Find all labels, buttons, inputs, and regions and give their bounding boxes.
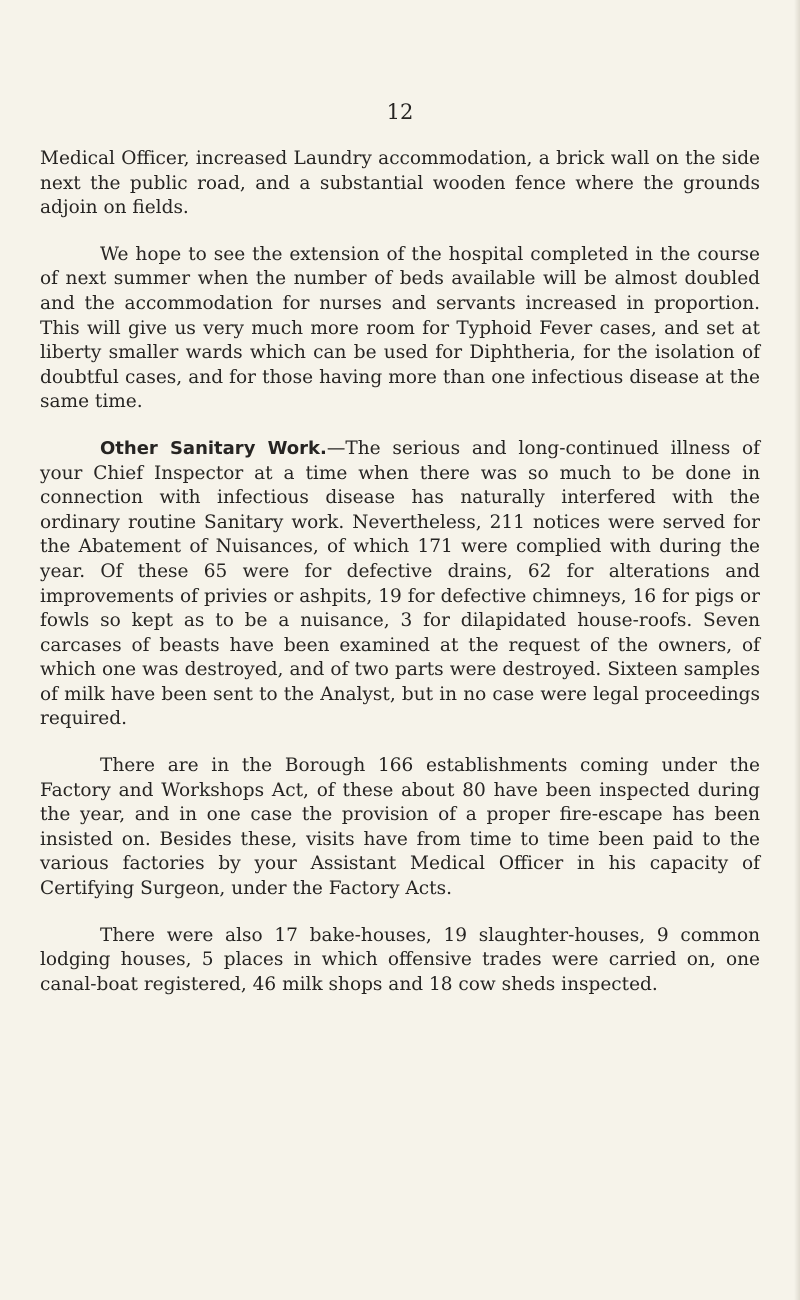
document-body [40, 147, 760, 997]
paragraph-5: There were also 17 bake-houses, 19 slaughter-houses, 9 common lodging houses, 5 places in which offensive trades were carried on, one canal-boat registered, 46 milk shops and 18 cow sheds inspected. [40, 924, 760, 995]
page-edge-shadow [794, 0, 800, 1300]
paragraph-3-text: —The serious and long-continued illness of your Chief Inspector at a time when there was so much to be done in connection with infectious disease has naturally interfered with the ordinary routine Sanitary work. Nevertheless, 211 notices were served for the Abatement of Nuisances, of which 171 were complied with during the year. Of these 65 were for defective drains, 62 for alterations and improvements of privies or ashpits, 19 for defective chimneys, 16 for pigs or fowls so kept as to be a nuisance, 3 for dilapidated house-roofs. Seven carcases of beasts have been examined at the request of the owners, of which one was destroyed, and of two parts were destroyed. Sixteen samples of milk have been sent to the Analyst, but in no case were legal proceedings required. [40, 437, 760, 730]
paragraph-1: Medical Officer, increased Laundry accommodation, a brick wall on the side next the public road, and a substantial wooden fence where the grounds adjoin on fields. [40, 148, 760, 219]
paragraph-3 [40, 437, 760, 732]
paragraph-4: There are in the Borough 166 establishments coming under the Factory and Workshops Act, of these about 80 have been inspected during the year, and in one case the provision of a proper fire-escape has been insisted on. Besides these, visits have from time to time been paid to the various factories by your Assistant Medical Officer in his capacity of Certifying Surgeon, under the Factory Acts. [40, 755, 760, 900]
section-heading: Other Sanitary Work. [100, 437, 327, 459]
page-number: 12 [386, 100, 414, 124]
paragraph-2: We hope to see the extension of the hospital completed in the course of next summer when the number of beds available will be almost doubled and the accommodation for nurses and servants increased in proportion. This will give us very much more room for Typhoid Fever cases, and set at liberty smaller wards which can be used for Diphtheria, for the isolation of doubtful cases, and for those having more than one infectious disease at the same time. [40, 243, 760, 413]
